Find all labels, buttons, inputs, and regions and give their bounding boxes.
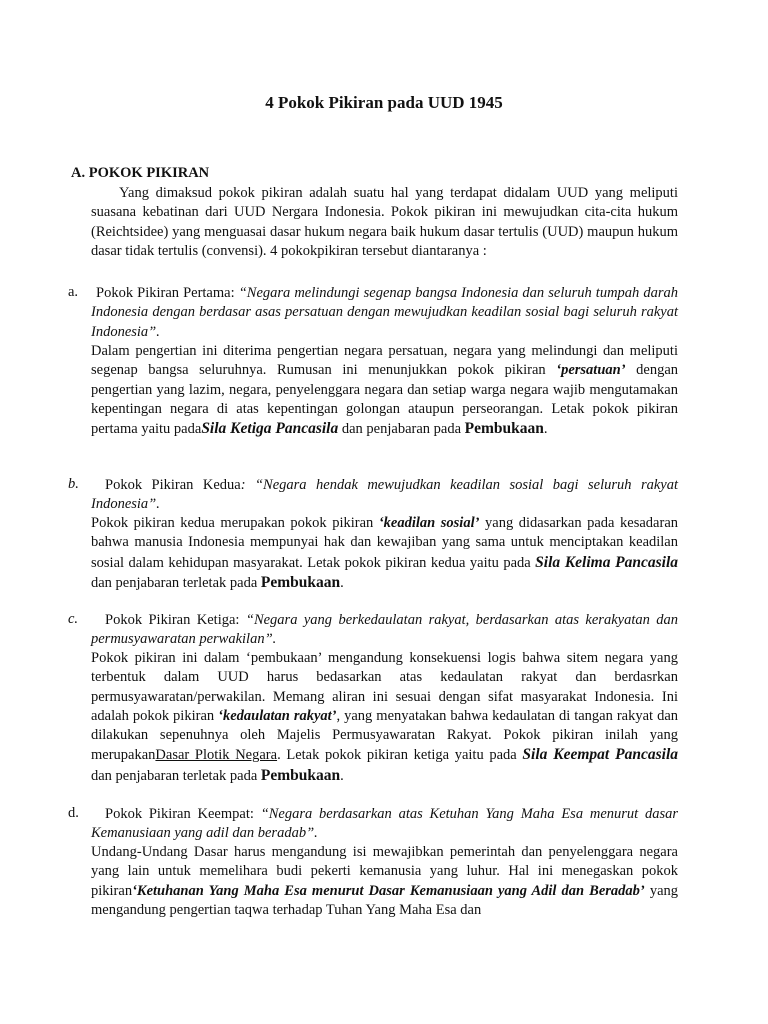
item-c-marker: c. bbox=[68, 611, 79, 627]
item-d-body: Undang-Undang Dasar harus mengandung isi mewajibkan pemerintah dan penyelenggara negara yang lain untuk memelihara budi pekerti kemanusia yang luhur. Hal ini menegaskan pokok pikiran‘Ketuhanan Yang Maha Esa menurut Dasar Kemanusiaan yang Adil dan Beradab’ yang mengandung pengertian taqwa terhadap Tuhan Yang Maha Esa dan bbox=[91, 844, 679, 918]
item-c-body: Pokok pikiran ini dalam ‘pembukaan’ mengandung konsekuensi logis bahwa sitem negara yang terbentuk dalam UUD harus bedasarkan atas kedaulatan rakyat dan berdasrkan permusyawaratan/perwakilan. Memang aliran ini sesuai dengan sifat masyarakat Indonesia. Ini adalah pokok pikiran ‘kedaulatan rakyat’, yang menyatakan bahwa kedaulatan di tangan rakyat dan dilakukan sepenuhnya oleh Majelis Permusyawaratan Rakyat. Pokok pikiran inilah yang merupakanDasar Plotik Negara. Letak pokok pikiran ketiga yaitu pada Sila Keempat Pancasila dan penjabaran terletak pada Pembukaan. bbox=[91, 650, 679, 784]
item-d-quote: “Negara berdasarkan atas Ketuhan Yang Maha Esa menurut dasar Kemanusiaan yang adil dan beradab”. bbox=[91, 806, 679, 842]
item-c-link[interactable]: Dasar Plotik Negara bbox=[155, 747, 278, 764]
item-a-body: Dalam pengertian ini diterima pengertian negara persatuan, negara yang melindungi dan meliputi segenap bangsa seluruhnya. Rumusan ini menunjukkan pokok pikiran ‘persatuan’ dengan pengertian yang lazim, negara, penyelenggara negara dan setiap warga negara wajib mengutamakan kepentingan negara di atas kepentingan golongan ataupun perseorangan. Letak pokok pikiran pertama yaitu padaSila Ketiga Pancasila dan penjabaran pada Pembukaan. bbox=[91, 343, 679, 438]
item-b-label: Pokok Pikiran Kedua bbox=[105, 477, 241, 493]
item-c-quote: “Negara yang berkedaulatan rakyat, berdasarkan atas kerakyatan dan permusyawaratan perwakilan”. bbox=[91, 612, 679, 648]
item-d-quote-paragraph bbox=[91, 805, 678, 844]
item-b-marker: b. bbox=[68, 476, 79, 492]
item-d-marker: d. bbox=[68, 805, 79, 821]
item-b-quote-paragraph bbox=[91, 476, 678, 515]
item-a-sila: Sila Ketiga Pancasila bbox=[201, 420, 339, 438]
item-b-quote: : “Negara hendak mewujudkan keadilan sosial bagi seluruh rakyat Indonesia”. bbox=[91, 477, 678, 513]
document-title: 4 Pokok Pikiran pada UUD 1945 bbox=[265, 93, 503, 112]
item-b-sila: Sila Kelima Pancasila bbox=[535, 553, 679, 571]
item-a-pembukaan: Pembukaan bbox=[464, 420, 544, 438]
item-c-pembukaan: Pembukaan bbox=[260, 766, 341, 784]
item-d-label: Pokok Pikiran Keempat: bbox=[105, 806, 254, 822]
item-a-quote: “Negara melindungi segenap bangsa Indonesia dan seluruh tumpah darah Indonesia dengan berdasar asas persatuan dengan mewujudkan keadilan sosial bagi seluruh rakyat Indonesia”. bbox=[91, 285, 679, 340]
intro-paragraph: Yang dimaksud pokok pikiran adalah suatu hal yang terdapat didalam UUD yang meliputi suasana kebatinan dari UUD Nergara Indonesia. Pokok pikiran ini mewujudkan cita-cita hukum (Reichtsidee) yang menguasai dasar hukum negara baik hukum dasar tertulis (UUD) maupun hukum dasar tidak tertulis (convensi). 4 pokokpikiran tersebut diantaranya : bbox=[91, 185, 678, 259]
item-c-label: Pokok Pikiran Ketiga: bbox=[105, 612, 240, 628]
item-c-key: ‘kedaulatan rakyat’ bbox=[218, 707, 337, 724]
item-a-marker: a. bbox=[68, 284, 79, 300]
item-a-key: ‘persatuan’ bbox=[556, 362, 626, 379]
item-b-body: Pokok pikiran kedua merupakan pokok pikiran ‘keadilan sosial’ yang didasarkan pada kesadaran bahwa manusia Indonesia mempunyai hak dan kewajiban yang sama untuk menciptakan keadilan sosial dalam kehidupan masyarakat. Letak pokok pikiran kedua yaitu pada Sila Kelima Pancasila dan penjabaran terletak pada Pembukaan. bbox=[91, 515, 679, 591]
item-b-key: ‘keadilan sosial’ bbox=[378, 515, 480, 531]
item-c-quote-paragraph bbox=[91, 611, 678, 650]
item-d-key: ‘Ketuhanan Yang Maha Esa menurut Dasar Kemanusiaan yang Adil dan Beradab’ bbox=[132, 882, 645, 899]
item-a-label: Pokok Pikiran Pertama: bbox=[96, 285, 235, 301]
item-b-pembukaan: Pembukaan bbox=[260, 573, 341, 591]
item-a-quote-paragraph bbox=[91, 284, 678, 342]
section-heading: A. POKOK PIKIRAN bbox=[71, 165, 210, 181]
item-c-sila: Sila Keempat Pancasila bbox=[522, 746, 679, 764]
